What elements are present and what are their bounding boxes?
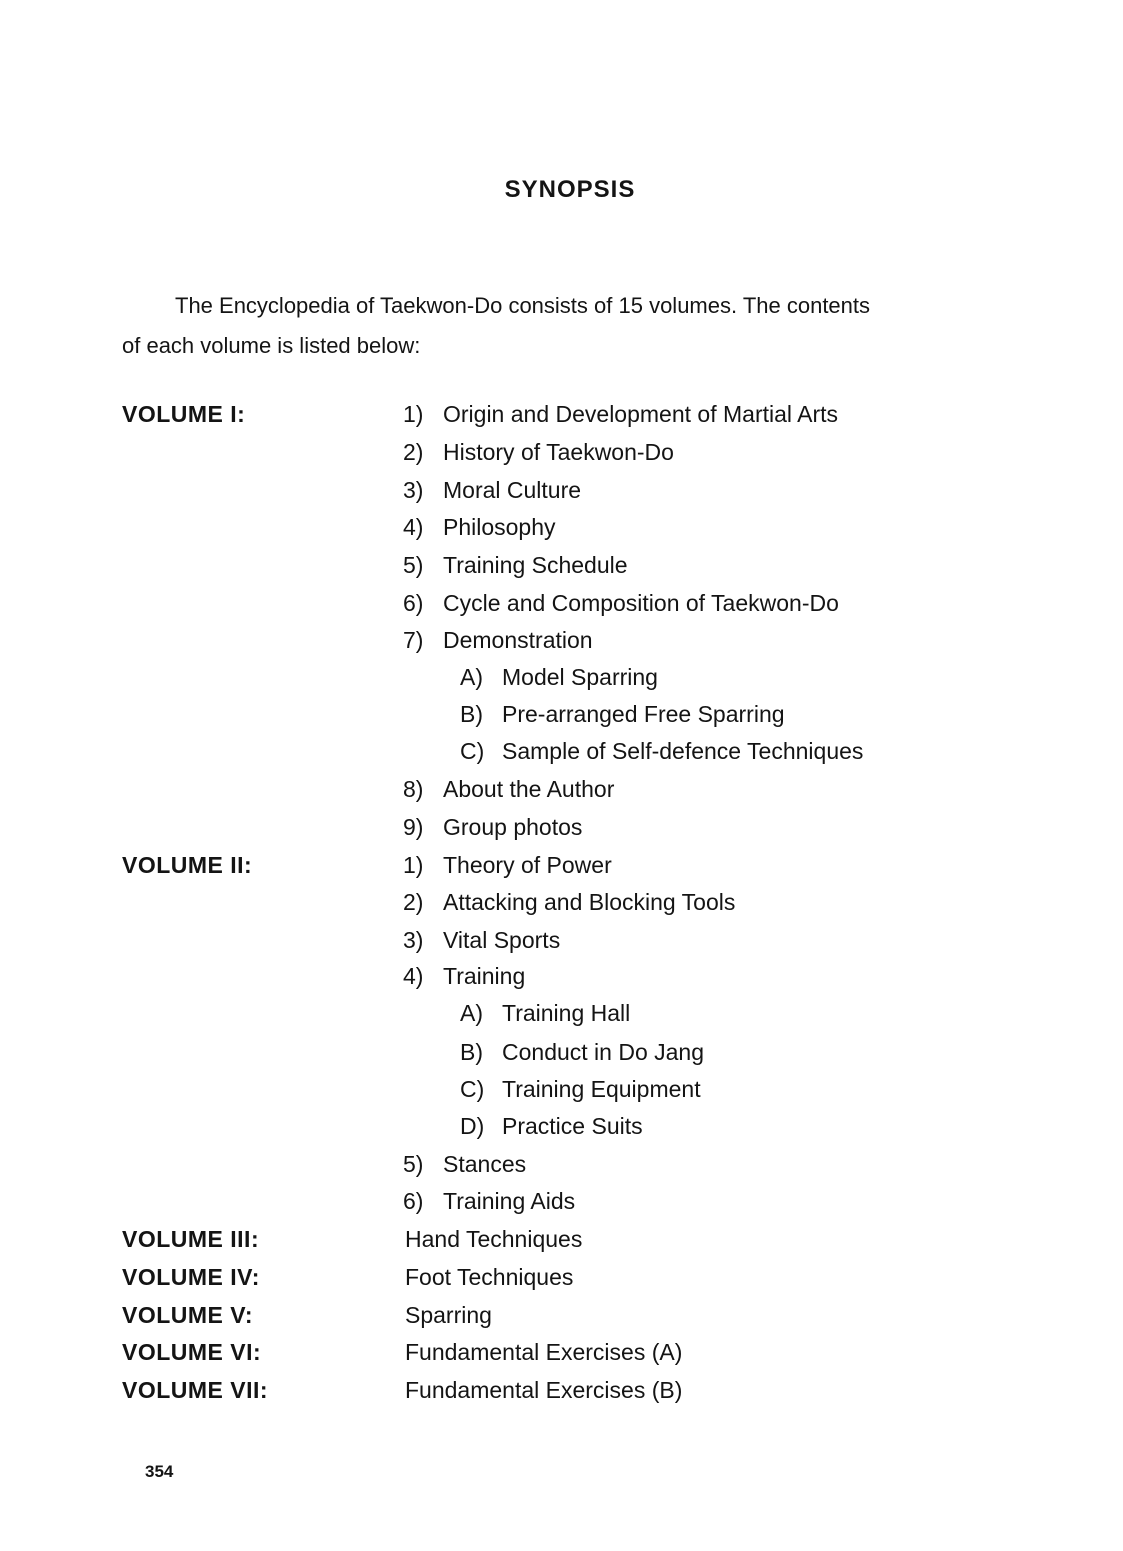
item-number: 6)	[403, 590, 424, 616]
volume-1-subitem	[460, 738, 863, 765]
item-number: 5)	[403, 552, 424, 578]
volume-4-label: VOLUME IV:	[122, 1264, 260, 1290]
item-text: Training Schedule	[443, 552, 628, 578]
item-number: 7)	[403, 627, 424, 653]
volume-2-item	[403, 1188, 575, 1215]
item-text: Origin and Development of Martial Arts	[443, 401, 839, 427]
item-text: Training	[443, 963, 526, 989]
subitem-text: Training Hall	[502, 1000, 631, 1026]
intro-line-2: of each volume is listed below:	[122, 333, 421, 358]
item-text: Group photos	[443, 814, 583, 840]
subitem-letter: D)	[460, 1113, 485, 1139]
subitem-letter: A)	[460, 664, 483, 690]
volume-2-subitem	[460, 1039, 704, 1066]
subitem-text: Pre-arranged Free Sparring	[502, 701, 785, 727]
item-number: 5)	[403, 1151, 424, 1177]
subitem-text: Model Sparring	[502, 664, 658, 690]
item-number: 2)	[403, 439, 424, 465]
volume-5-label: VOLUME V:	[122, 1302, 254, 1328]
volume-3-label: VOLUME III:	[122, 1226, 260, 1252]
subitem-text: Practice Suits	[502, 1113, 643, 1139]
intro-line-1: The Encyclopedia of Taekwon-Do consists of 15 volumes. The contents	[175, 293, 871, 318]
volume-2-subitem	[460, 1113, 643, 1140]
item-number: 1)	[403, 852, 424, 878]
subitem-letter: B)	[460, 1039, 483, 1065]
item-text: Philosophy	[443, 514, 556, 540]
item-number: 9)	[403, 814, 424, 840]
volume-2-label: VOLUME II:	[122, 852, 253, 878]
volume-2-item	[403, 889, 735, 916]
volume-1-item	[403, 477, 581, 504]
item-text: Theory of Power	[443, 852, 612, 878]
subitem-text: Conduct in Do Jang	[502, 1039, 705, 1065]
item-number: 6)	[403, 1188, 424, 1214]
intro-paragraph	[122, 286, 1022, 366]
item-text: Training Aids	[443, 1188, 576, 1214]
volume-7-label: VOLUME VII:	[122, 1377, 269, 1403]
item-number: 8)	[403, 776, 424, 802]
volume-1-label: VOLUME I:	[122, 401, 246, 427]
volume-2-subitem	[460, 1076, 701, 1103]
subitem-letter: C)	[460, 1076, 485, 1102]
item-text: Cycle and Composition of Taekwon-Do	[443, 590, 839, 616]
volume-1-item	[403, 627, 593, 654]
item-number: 4)	[403, 963, 424, 989]
volume-1-subitem	[460, 664, 658, 691]
item-text: Vital Sports	[443, 927, 561, 953]
volume-7-content: Fundamental Exercises (B)	[405, 1377, 683, 1403]
subitem-text: Sample of Self-defence Techniques	[502, 738, 864, 764]
item-text: History of Taekwon-Do	[443, 439, 674, 465]
volume-5-content: Sparring	[405, 1302, 492, 1328]
volume-1-item	[403, 552, 628, 579]
volume-2-item	[403, 1151, 526, 1178]
volume-1-subitem	[460, 701, 785, 728]
item-number: 4)	[403, 514, 424, 540]
volume-2-item	[403, 852, 612, 879]
subitem-letter: B)	[460, 701, 483, 727]
item-text: Stances	[443, 1151, 527, 1177]
volume-2-item	[403, 963, 525, 990]
volume-1-item	[403, 814, 582, 841]
page-number: 354	[145, 1462, 174, 1481]
volume-6-content: Fundamental Exercises (A)	[405, 1339, 683, 1365]
volume-4-content: Foot Techniques	[405, 1264, 574, 1290]
subitem-letter: C)	[460, 738, 485, 764]
item-text: Moral Culture	[443, 477, 582, 503]
volume-2-item	[403, 927, 560, 954]
subitem-text: Training Equipment	[502, 1076, 701, 1102]
volume-1-item	[403, 401, 838, 428]
item-text: Demonstration	[443, 627, 593, 653]
item-number: 2)	[403, 889, 424, 915]
volume-2-subitem	[460, 1000, 630, 1027]
volume-1-item	[403, 439, 674, 466]
volume-1-item	[403, 776, 614, 803]
item-text: Attacking and Blocking Tools	[443, 889, 736, 915]
volume-1-item	[403, 590, 839, 617]
item-text: About the Author	[443, 776, 615, 802]
subitem-letter: A)	[460, 1000, 483, 1026]
item-number: 3)	[403, 477, 424, 503]
item-number: 3)	[403, 927, 424, 953]
page-title: SYNOPSIS	[504, 176, 636, 203]
volume-1-item	[403, 514, 556, 541]
volume-3-content: Hand Techniques	[405, 1226, 583, 1252]
volume-6-label: VOLUME VI:	[122, 1339, 262, 1365]
item-number: 1)	[403, 401, 424, 427]
